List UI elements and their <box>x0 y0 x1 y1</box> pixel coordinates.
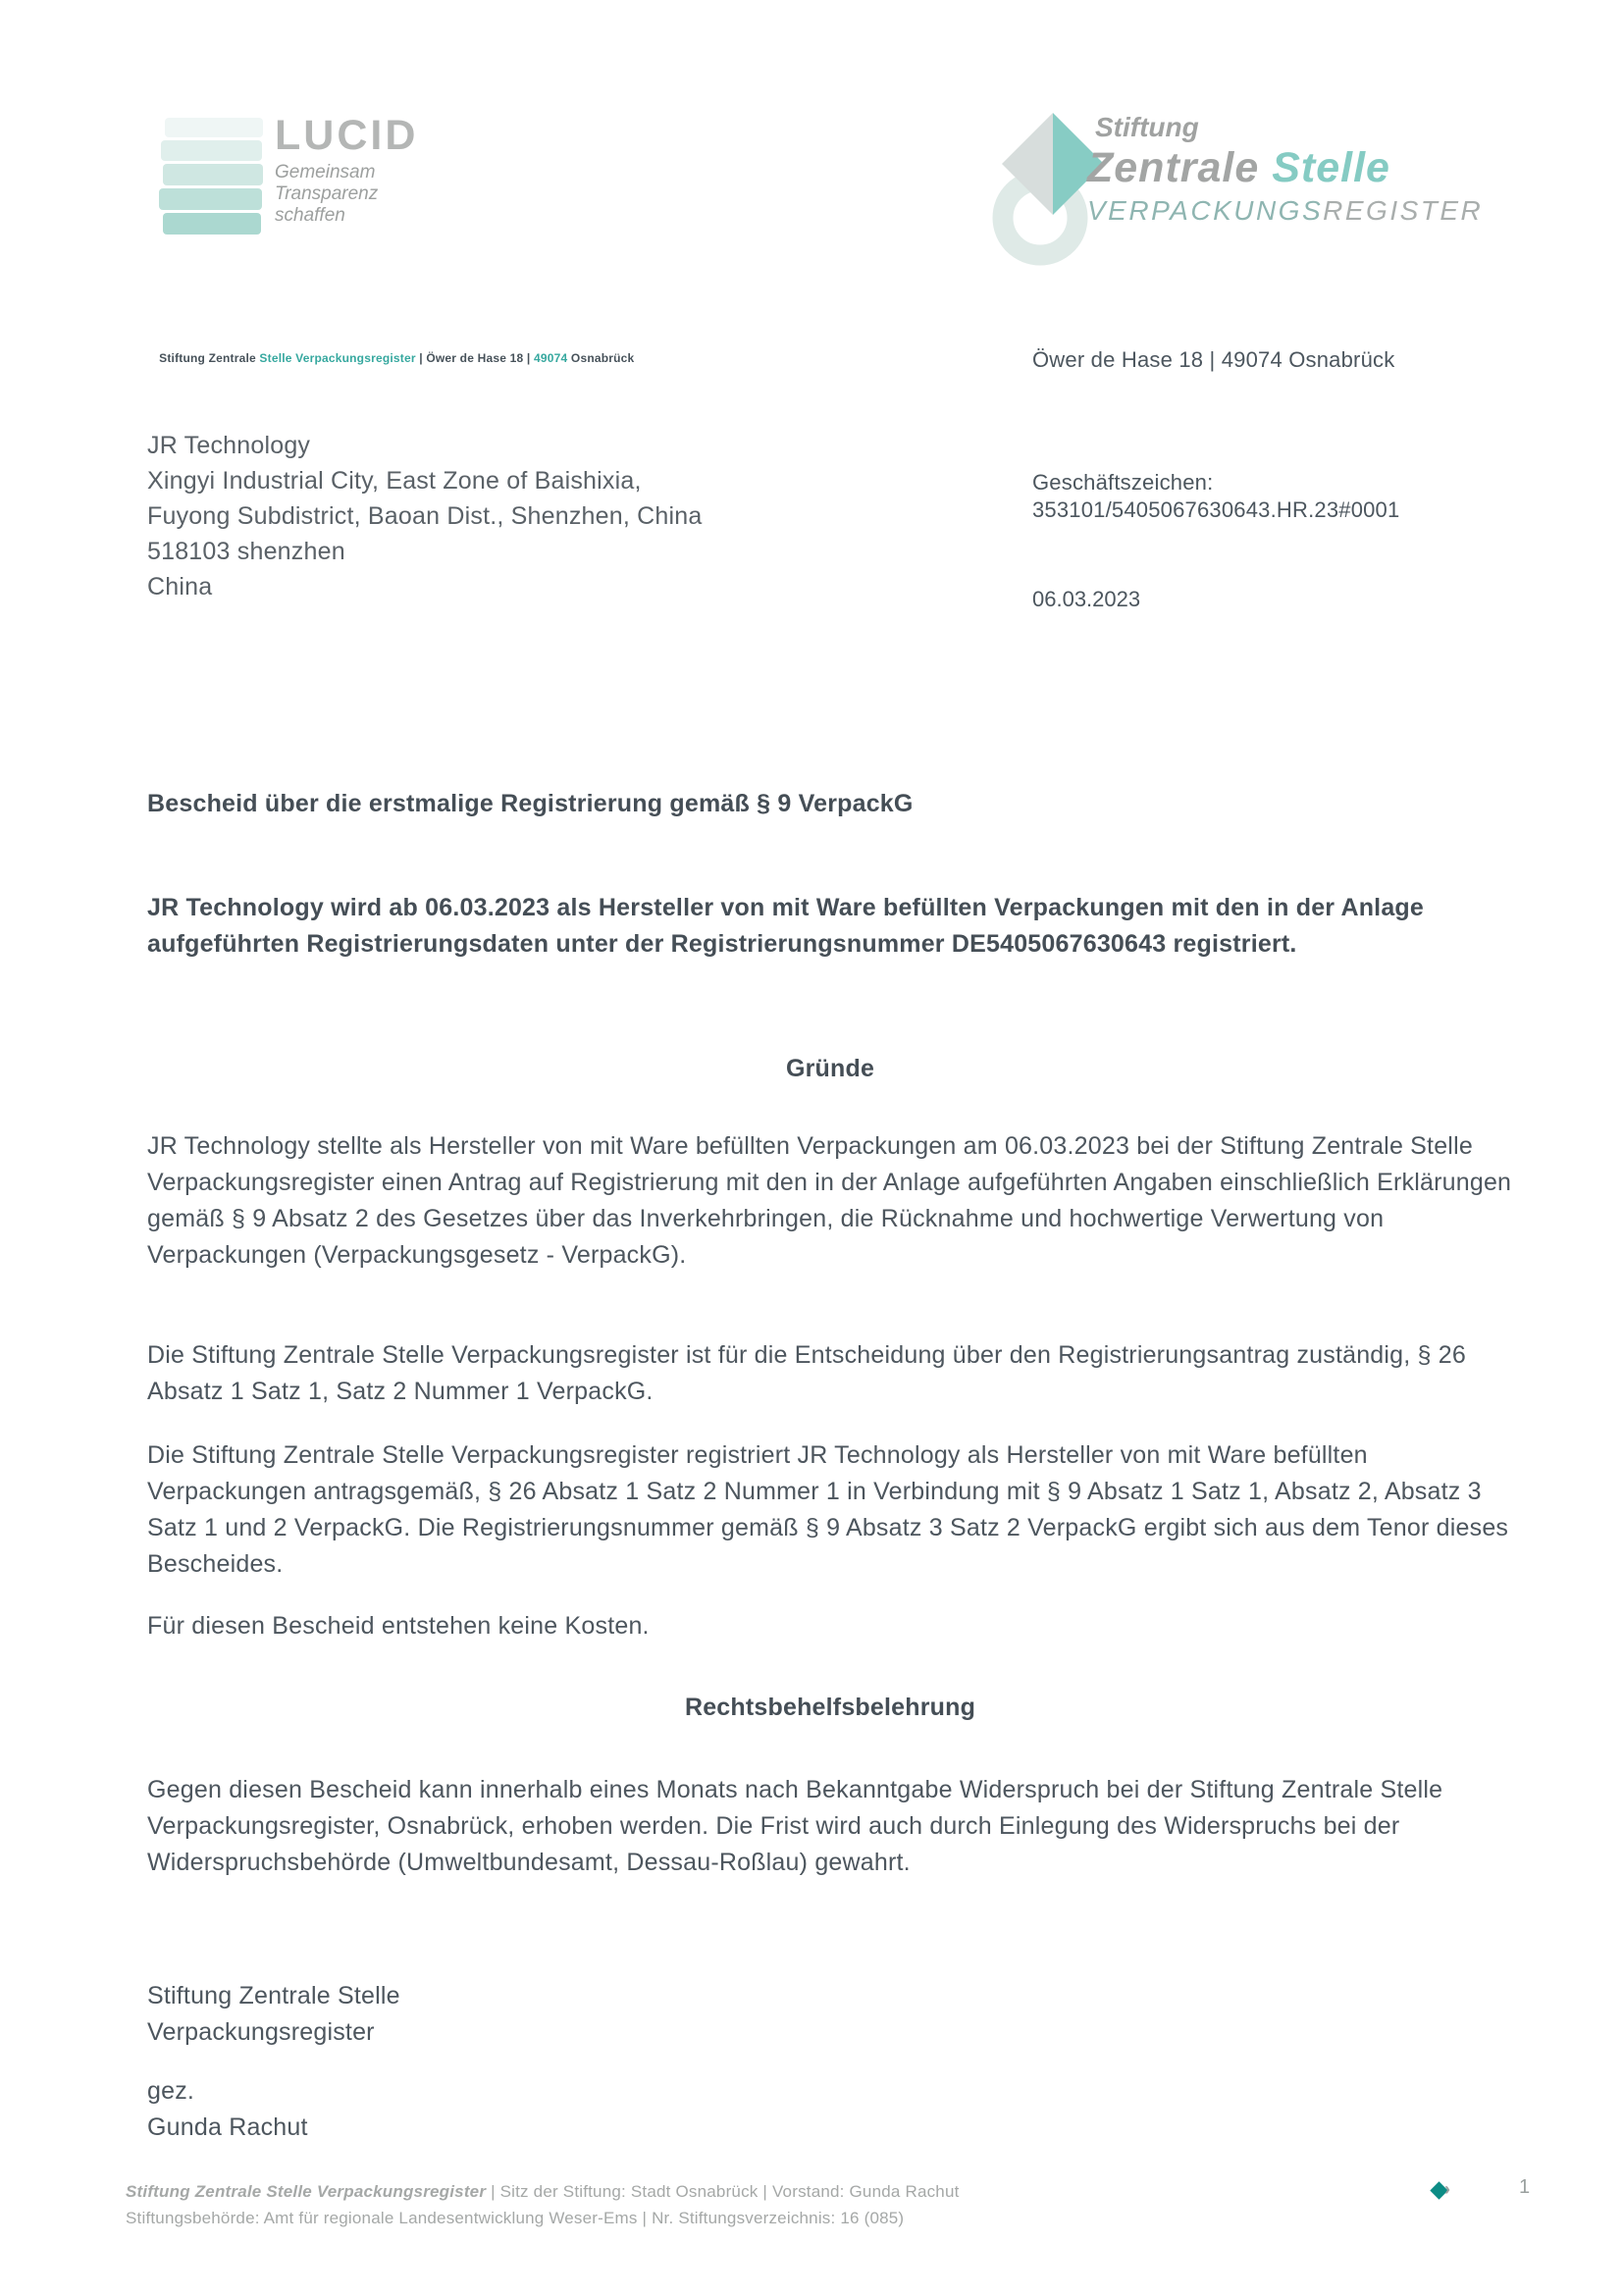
lucid-logo-title: LUCID <box>275 112 419 159</box>
recipient-name: JR Technology <box>147 432 311 459</box>
sender-line-part: Stelle Verpackungsregister <box>259 351 416 365</box>
lucid-tagline-line2: Transparenz schaffen <box>275 183 379 226</box>
footer-imprint <box>126 2178 1264 2231</box>
recipient-postal-city: 518103 shenzhen <box>147 538 345 565</box>
paragraph-jurisdiction: Die Stiftung Zentrale Stelle Verpackungsregister ist für die Entscheidung über den Registrierungsantrag zuständig, § 26 Absatz 1 Satz 1, Satz 2 Nummer 1 VerpackG. <box>147 1341 1467 1405</box>
zsvr-stiftung-label: Stiftung <box>1095 112 1199 142</box>
decision-paragraph: JR Technology wird ab 06.03.2023 als Hersteller von mit Ware befüllten Verpackungen mit den in der Anlage aufgeführten Registrierungsdaten unter der Registrierungsnummer DE5405067630643 registriert. <box>147 894 1425 958</box>
paragraph-appeal: Gegen diesen Bescheid kann innerhalb eines Monats nach Bekanntgabe Widerspruch bei der Stiftung Zentrale Stelle Verpackungsregister, Osnabrück, erhoben werden. Die Frist wird auch durch Einlegung des Widerspruchs bei der Widerspruchsbehörde (Umweltbundesamt, Dessau-Roßlau) gewahrt. <box>147 1776 1443 1876</box>
recipient-address-block <box>147 428 702 604</box>
paragraph-registration: Die Stiftung Zentrale Stelle Verpackungsregister registriert JR Technology als Hersteller von mit Ware befüllten Verpackungen antragsgemäß, § 26 Absatz 1 Satz 2 Nummer 1 in Verbindung mit § 9 Absatz 1 Satz 1, Absatz 2, Absatz 3 Satz 1 und 2 VerpackG. Die Registrierungsnummer gemäß § 9 Absatz 3 Satz 2 VerpackG ergibt sich aus dem Tenor dieses Bescheides. <box>147 1441 1509 1578</box>
footer-org-name: Stiftung Zentrale Stelle Verpackungsregister <box>126 2182 487 2201</box>
section-heading-rechtsbehelfsbelehrung: Rechtsbehelfsbelehrung <box>684 1694 976 1721</box>
reference-number-block <box>1032 469 1399 524</box>
zsvr-zentrale-label: Zentrale <box>1087 144 1273 191</box>
signature-org-line2: Verpackungsregister <box>147 2018 375 2046</box>
zsvr-register-label: REGISTER <box>1323 195 1484 226</box>
sender-line-part: | Öwer de Hase 18 | <box>415 351 535 365</box>
recipient-district: Fuyong Subdistrict, Baoan Dist., Shenzhen, China <box>147 502 703 530</box>
recipient-street: Xingyi Industrial City, East Zone of Baishixia, <box>147 467 642 495</box>
letter-date: 06.03.2023 <box>1032 587 1141 611</box>
paragraph-application: JR Technology stellte als Hersteller von mit Ware befüllten Verpackungen am 06.03.2023 bei der Stiftung Zentrale Stelle Verpackungsregister einen Antrag auf Registrierung mit den in der Anlage aufgeführten Angaben einschließlich Erklärungen gemäß § 9 Absatz 2 des Gesetzes über das Inverkehrbringen, die Rücknahme und hochwertige Verwertung von Verpackungen (Verpackungsgesetz - VerpackG). <box>147 1132 1512 1269</box>
footer-line1-rest: | Sitz der Stiftung: Stadt Osnabrück | Vorstand: Gunda Rachut <box>486 2182 960 2201</box>
sender-line-part: 49074 <box>534 351 568 365</box>
letter-title: Bescheid über die erstmalige Registrierung gemäß § 9 VerpackG <box>147 790 914 817</box>
zsvr-stelle-label: Stelle <box>1272 144 1390 191</box>
signature-org-line1: Stiftung Zentrale Stelle <box>147 1982 400 2009</box>
signature-organization <box>147 1978 1513 2051</box>
page-number: 1 <box>1519 2176 1531 2198</box>
lucid-logo-text <box>275 112 418 227</box>
footer-line2: Stiftungsbehörde: Amt für regionale Landesentwicklung Weser-Ems | Nr. Stiftungsverzeichnis: 16 (085) <box>126 2209 905 2227</box>
signer-name: Gunda Rachut <box>147 2113 308 2141</box>
footer-line1 <box>126 2178 1264 2205</box>
signed-abbreviation: gez. <box>147 2077 195 2105</box>
zsvr-logo-text <box>1087 112 1483 228</box>
lucid-tagline-line1: Gemeinsam <box>275 162 376 183</box>
sender-return-address-line <box>145 338 634 379</box>
office-address: Öwer de Hase 18 | 49074 Osnabrück <box>1032 347 1395 372</box>
sender-line-part: Stiftung Zentrale <box>159 351 260 365</box>
zsvr-verpackungs-label: VERPACKUNGS <box>1087 195 1324 226</box>
chevron-right-icon: › <box>1444 2179 1450 2199</box>
paragraph-costs: Für diesen Bescheid entstehen keine Kosten. <box>147 1612 650 1640</box>
footer-diamond-chevron-icon <box>1431 2179 1470 2202</box>
layer-stack-icon <box>157 118 267 237</box>
signature-signer <box>147 2073 1513 2146</box>
reference-number-label: Geschäftszeichen: <box>1032 470 1214 495</box>
reference-number-value: 353101/5405067630643.HR.23#0001 <box>1032 497 1400 522</box>
section-heading-gruende: Gründe <box>785 1055 875 1082</box>
recipient-country: China <box>147 573 213 600</box>
sender-line-part: Osnabrück <box>567 351 635 365</box>
